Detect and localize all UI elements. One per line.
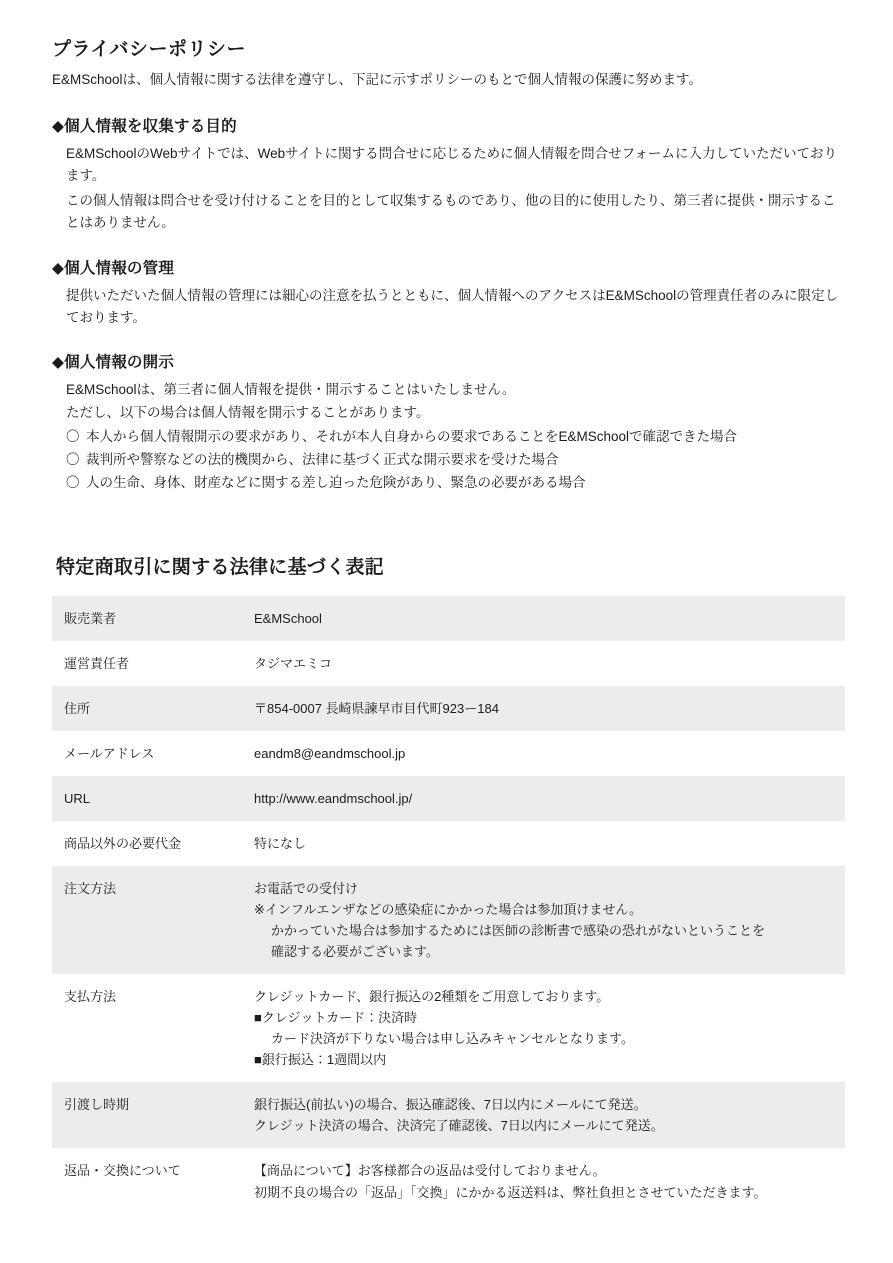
table-cell-line: 【商品について】お客様都合の返品は受付しておりません。: [254, 1163, 606, 1179]
table-cell-line: タジマエミコ: [254, 655, 333, 671]
table-cell-line: 初期不良の場合の「返品」「交換」にかかる返送料は、弊社負担とさせていただきます。: [254, 1184, 767, 1200]
list-item: [66, 472, 845, 494]
table-row: [52, 866, 845, 974]
privacy-section-disclosure: [52, 350, 845, 493]
table-cell-line: かかっていた場合は参加するためには医師の診断書で感染の恐れがないということを: [271, 923, 766, 939]
table-cell-line: クレジットカード、銀行振込の2種類をご用意しております。: [254, 989, 610, 1005]
circle-bullet-icon: 〇: [66, 474, 80, 490]
legal-notation-section: [52, 552, 845, 1215]
table-row: [52, 1082, 845, 1148]
circle-bullet-icon: 〇: [66, 451, 80, 467]
table-row-key: 注文方法: [52, 866, 244, 974]
privacy-policy-section: [52, 34, 845, 494]
table-row-value: [244, 1082, 845, 1148]
table-cell-line: お電話での受付け: [254, 880, 359, 896]
section-heading: ◆個人情報の管理: [52, 259, 175, 277]
table-row-value: [244, 776, 845, 821]
table-row: [52, 776, 845, 821]
disclosure-bullet-list: [66, 426, 845, 494]
table-row-value: [244, 1148, 845, 1214]
table-cell-line: E&MSchool: [254, 610, 322, 626]
list-item: [66, 426, 845, 448]
table-row-value: [244, 596, 845, 641]
list-item: [66, 449, 845, 471]
table-cell-line: eandm8@eandmschool.jp: [254, 745, 406, 761]
list-item-label: 裁判所や警察などの法的機関から、法律に基づく正式な開示要求を受けた場合: [86, 451, 559, 467]
table-cell-line: 特になし: [254, 835, 307, 851]
table-cell-line: 銀行振込(前払い)の場合、振込確認後、7日以内にメールにて発送。: [254, 1097, 647, 1113]
table-row-key: 引渡し時期: [52, 1082, 244, 1148]
section-body: [52, 379, 845, 493]
section-heading: ◆個人情報を収集する目的: [52, 118, 237, 136]
table-row-key: 返品・交換について: [64, 1163, 181, 1179]
table-cell-line: カード決済が下りない場合は申し込みキャンセルとなります。: [271, 1031, 634, 1047]
section-paragraph: この個人情報は問合せを受け付けることを目的として収集するものであり、他の目的に使用したり、第三者に提供・開示することはありません。: [66, 192, 836, 230]
table-row-value: [244, 686, 845, 731]
privacy-policy-title: プライバシーポリシー: [52, 39, 247, 60]
table-row-key: 住所: [52, 686, 244, 731]
list-item-label: 人の生命、身体、財産などに関する差し迫った危険があり、緊急の必要がある場合: [86, 474, 586, 490]
table-cell-line: 〒854-0007 長崎県諫早市目代町923ー184: [254, 700, 499, 716]
table-row-value: [244, 866, 845, 974]
table-row-key: URL: [52, 776, 244, 821]
table-row-key: 商品以外の必要代金: [64, 835, 182, 851]
circle-bullet-icon: 〇: [66, 429, 80, 445]
table-row-key: メールアドレス: [64, 745, 155, 761]
table-cell-line: クレジット決済の場合、決済完了確認後、7日以内にメールにて発送。: [254, 1118, 664, 1134]
section-paragraph: 提供いただいた個人情報の管理には細心の注意を払うとともに、個人情報へのアクセスはE&MSchoolの管理責任者のみに限定しております。: [66, 287, 839, 325]
table-row: [52, 686, 845, 731]
table-cell-line: ■銀行振込：1週間以内: [254, 1052, 387, 1068]
table-row-key: 支払方法: [64, 989, 117, 1005]
table-row: [52, 974, 845, 1082]
section-paragraph: E&MSchoolのWebサイトでは、Webサイトに関する問合せに応じるために個人情報を問合せフォームに入力していただいております。: [66, 146, 837, 184]
list-item-label: 本人から個人情報開示の要求があり、それが本人自身からの要求であることをE&MSchoolで確認できた場合: [86, 429, 738, 445]
table-cell-line: 確認する必要がございます。: [271, 944, 439, 960]
table-cell-line: ※インフルエンザなどの感染症にかかった場合は参加頂けません。: [254, 902, 643, 918]
legal-notation-table: [52, 596, 845, 1215]
table-row: [52, 641, 845, 686]
section-paragraph: E&MSchoolは、第三者に個人情報を提供・開示することはいたしません。: [66, 382, 516, 398]
table-cell-line: http://www.eandmschool.jp/: [254, 790, 413, 806]
table-row: [52, 596, 845, 641]
table-row: [52, 821, 845, 866]
table-cell-line: ■クレジットカード：決済時: [254, 1010, 418, 1026]
section-paragraph: ただし、以下の場合は個人情報を開示することがあります。: [66, 405, 430, 421]
table-row-key: 販売業者: [52, 596, 244, 641]
table-row-value: [244, 821, 845, 866]
table-row-value: [244, 731, 845, 776]
section-body: [52, 285, 845, 329]
legal-notation-title: 特定商取引に関する法律に基づく表記: [56, 556, 385, 578]
table-row: [52, 1148, 845, 1214]
table-row: [52, 731, 845, 776]
table-row-value: [244, 974, 845, 1082]
privacy-section-purpose: [52, 114, 845, 233]
section-body: [52, 143, 845, 233]
table-row-value: [244, 641, 845, 686]
privacy-section-management: [52, 256, 845, 329]
privacy-policy-lead: E&MSchoolは、個人情報に関する法律を遵守し、下記に示すポリシーのもとで個人情報の保護に努めます。: [52, 72, 702, 87]
table-row-key: 運営責任者: [64, 655, 130, 671]
section-heading: ◆個人情報の開示: [52, 354, 175, 372]
legal-table-body: [52, 596, 845, 1215]
